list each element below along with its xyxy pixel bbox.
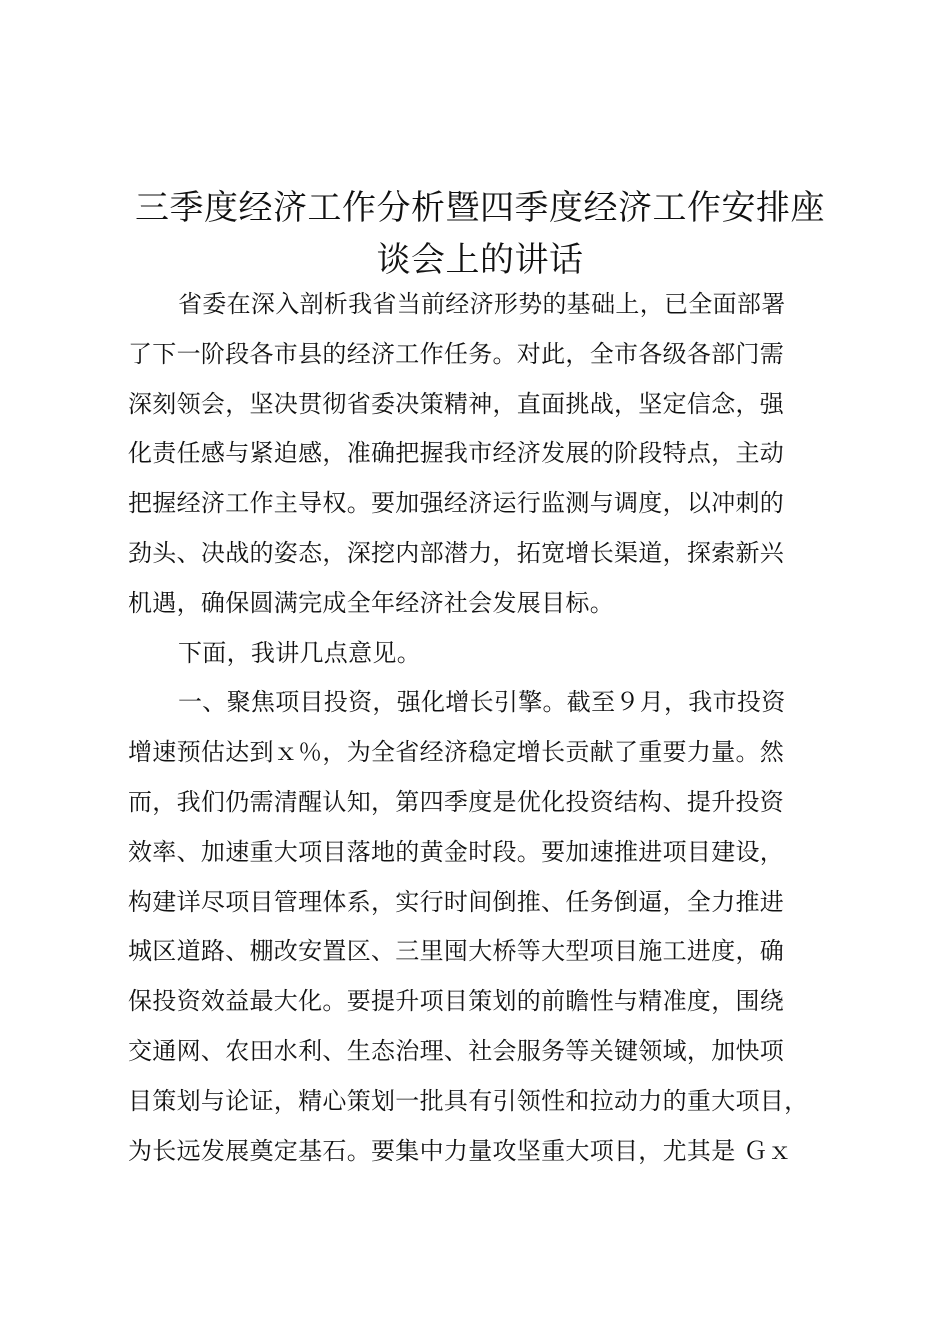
paragraph-1-line-2: 了下一阶段各市县的经济工作任务。对此，全市各级各部门需 — [128, 339, 785, 368]
title-line-2: 谈会上的讲话 — [376, 240, 584, 280]
paragraph-3-line-9: 目策划与论证，精心策划一批具有引领性和拉动力的重大项目， — [128, 1086, 809, 1115]
paragraph-1-line-6: 劲头、决战的姿态，深挖内部潜力，拓宽增长渠道，探索新兴 — [128, 538, 785, 567]
paragraph-1-line-3: 深刻领会，坚决贯彻省委决策精神，直面挑战，坚定信念，强 — [128, 389, 785, 418]
paragraph-3-line-6: 城区道路、棚改安置区、三里囤大桥等大型项目施工进度，确 — [128, 937, 785, 966]
paragraph-1-line-5: 把握经济工作主导权。要加强经济运行监测与调度，以冲刺的 — [128, 489, 785, 518]
paragraph-3-line-8: 交通网、农田水利、生态治理、社会服务等关键领域，加快项 — [128, 1036, 785, 1065]
paragraph-3-line-5: 构建详尽项目管理体系，实行时间倒推、任务倒逼，全力推进 — [128, 887, 785, 916]
paragraph-3-line-3: 而，我们仍需清醒认知，第四季度是优化投资结构、提升投资 — [128, 787, 785, 816]
document-body — [128, 280, 838, 1176]
paragraph-3-line-7: 保投资效益最大化。要提升项目策划的前瞻性与精准度，围绕 — [128, 987, 785, 1016]
paragraph-1-line-4: 化责任感与紧迫感，准确把握我市经济发展的阶段特点，主动 — [128, 439, 785, 468]
title-line-1: 三季度经济工作分析暨四季度经济工作安排座 — [135, 188, 825, 228]
paragraph-1-line-7: 机遇，确保圆满完成全年经济社会发展目标。 — [128, 588, 614, 617]
paragraph-3-line-10: 为长远发展奠定基石。要集中力量攻坚重大项目，尤其是 Ｇｘ — [128, 1136, 793, 1165]
paragraph-3-line-1: 一、聚焦项目投资，强化增长引擎。截至９月，我市投资 — [178, 688, 786, 717]
paragraph-3-line-4: 效率、加速重大项目落地的黄金时段。要加速推进项目建设， — [128, 837, 785, 866]
paragraph-1-line-1: 省委在深入剖析我省当前经济形势的基础上，已全面部署 — [178, 290, 786, 318]
paragraph-3-line-2: 增速预估达到ｘ％，为全省经济稳定增长贡献了重要力量。然 — [128, 738, 785, 767]
document-title — [110, 182, 850, 286]
paragraph-2-line-1: 下面，我讲几点意见。 — [178, 638, 421, 667]
